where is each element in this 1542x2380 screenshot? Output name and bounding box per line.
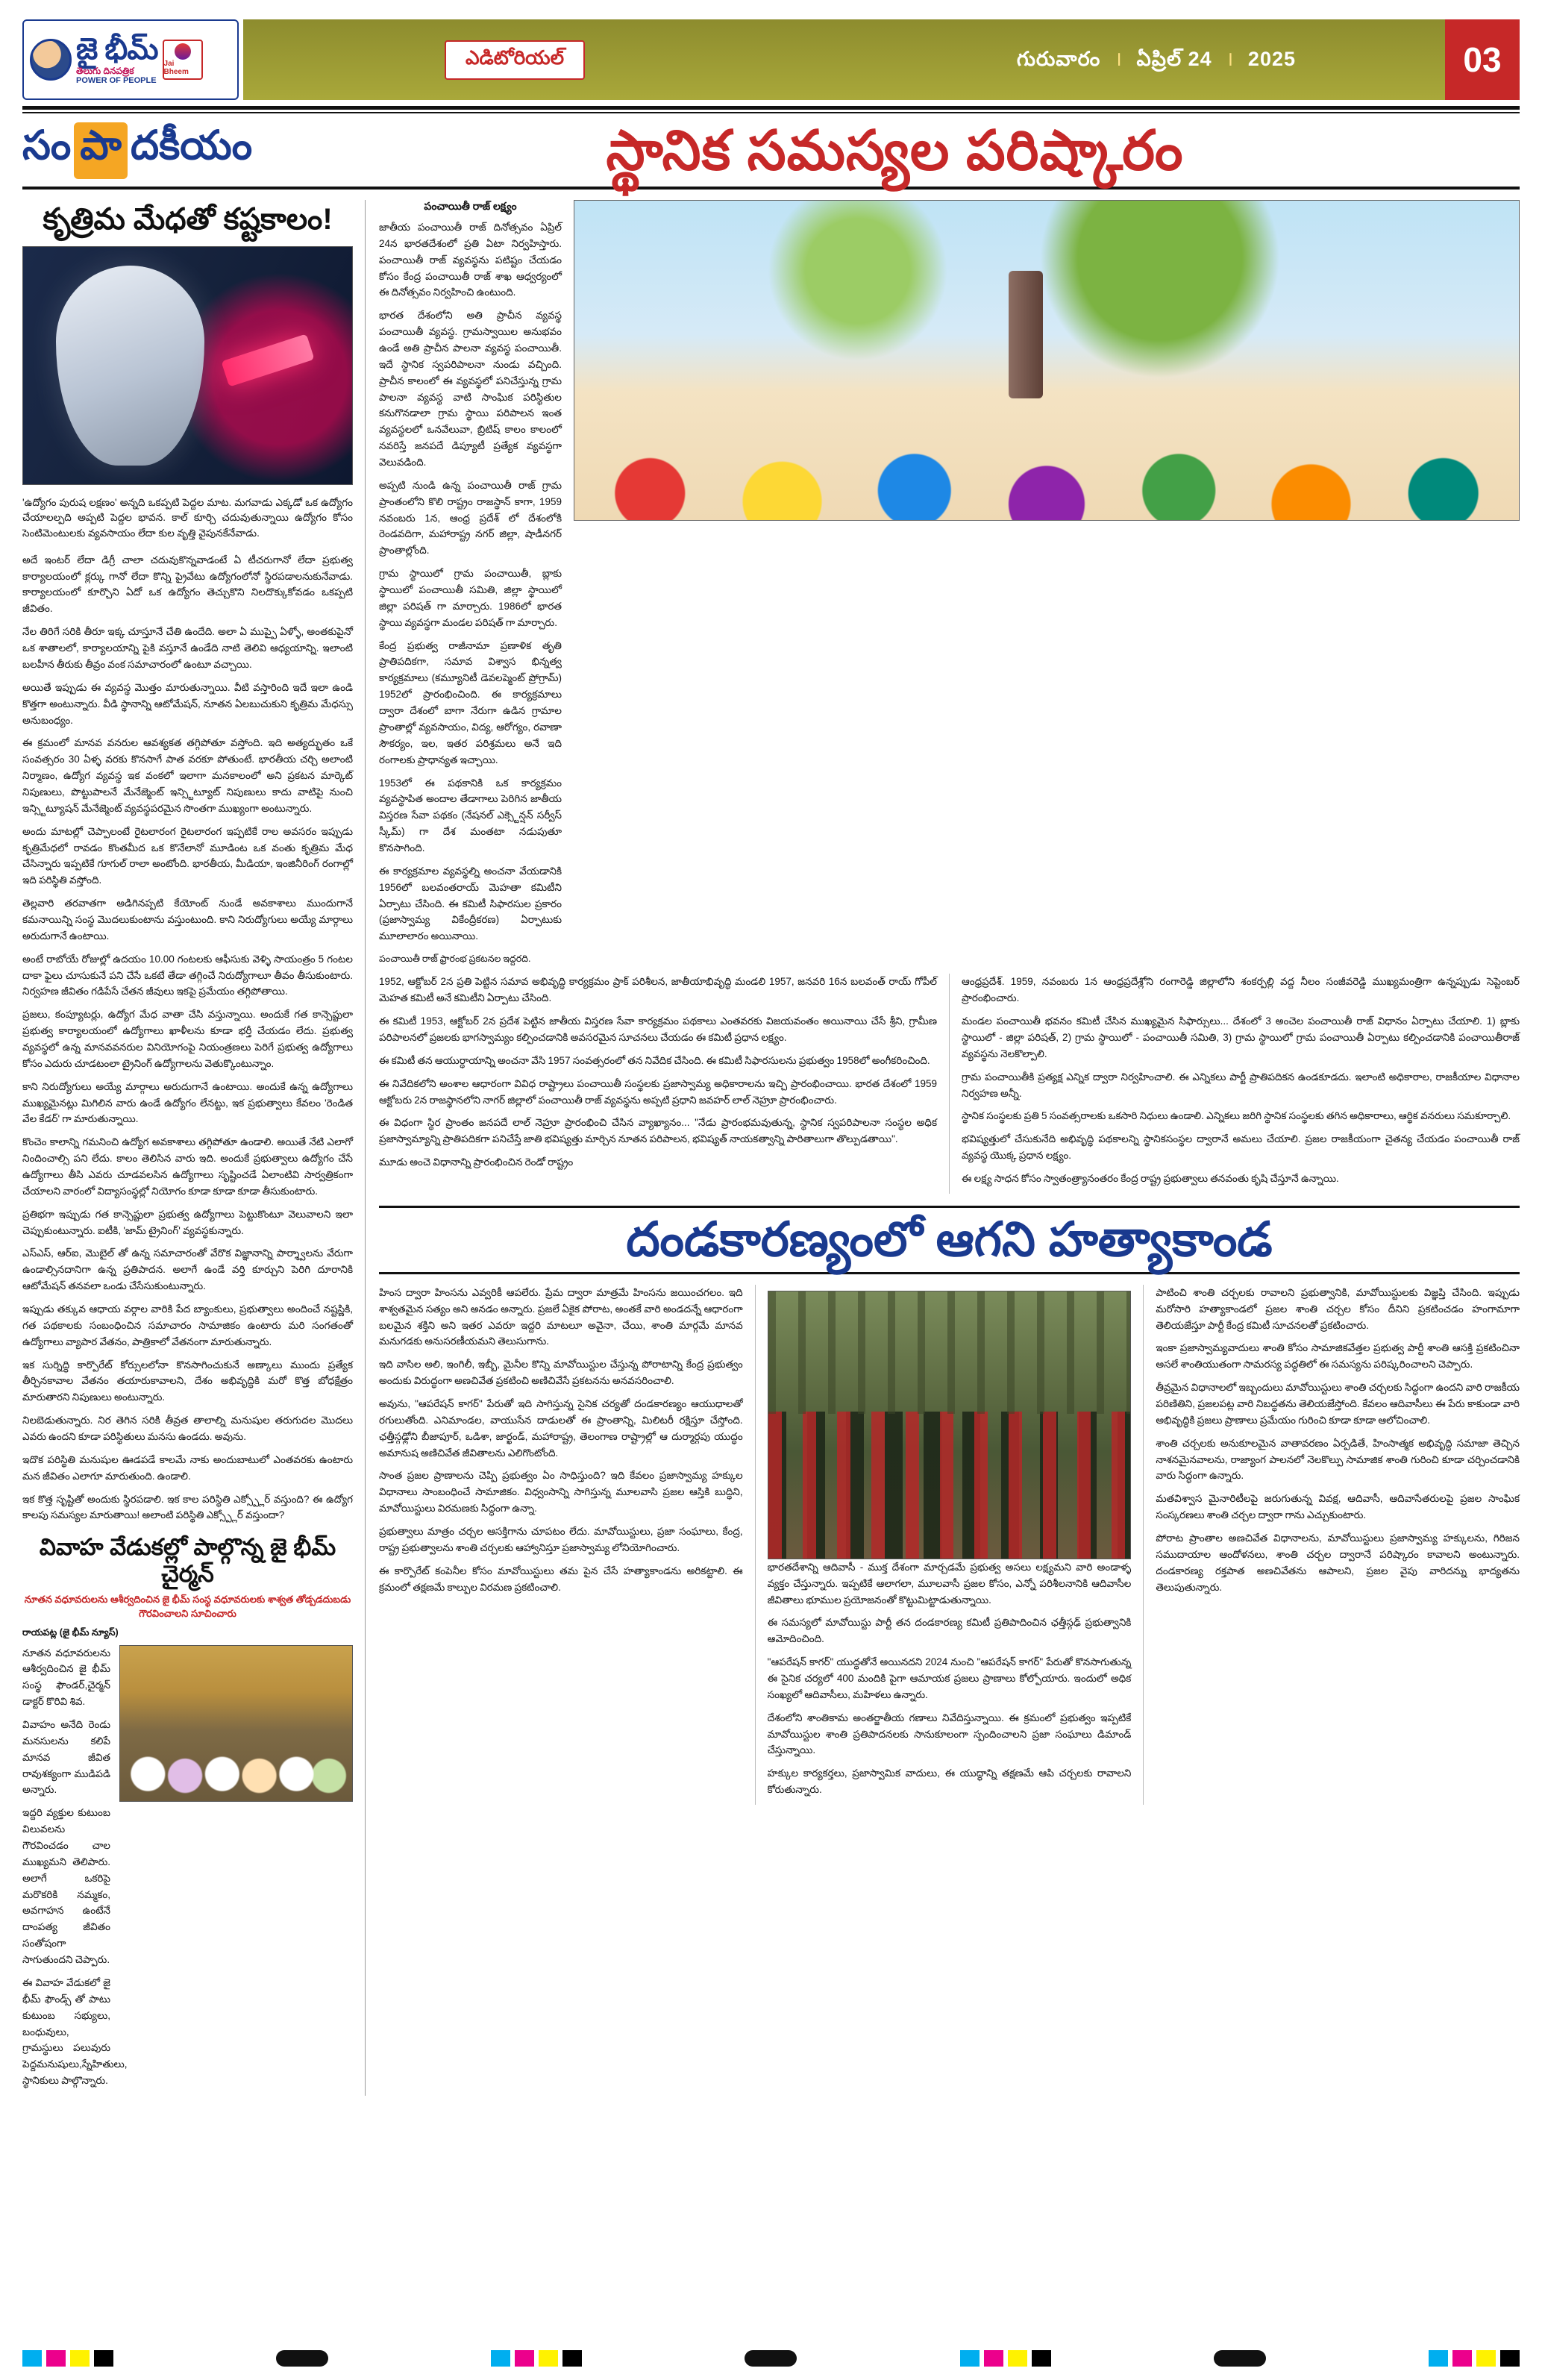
left-article-body: [22, 552, 353, 1524]
rule-thick: [22, 106, 1520, 110]
article-paragraph: భారతదేశాన్ని ఆదివాసీ - ముక్త దేశంగా మార్చడమే ప్రభుత్వ అసలు లక్ష్యమని వారి అండాళ్ళ వ్యక్తం చేస్తున్నారు. ఇప్పటికే ఆలాగలా, మూలవాసీ ప్రజల కోసం, ఎన్నో పరిశీలనానికి ఆదివాసీల జీవితాలు భూముల ప్రయోజనంతో కొట్టుమిట్టాడుతున్నాయి.: [767, 1561, 1132, 1606]
article-paragraph: భారత దేశంలోని అతి ప్రాచీన వ్యవస్థ పంచాయితీ వ్యవస్థ. గ్రామస్వాయిల అనుభవం ఉండే అతి ప్రాచీన పాలనా వ్యవస్థ పంచాయితీ. ఇదే స్థానిక స్వపరిపాలనా నుండు వచ్చింది. ప్రాచీన కాలంలో ఈ వ్యవస్థలో పనిచేస్తున్న గ్రామ పాలనా వ్యవస్థ వాటి సాంఘిక పరిస్థితుల కనుగొనడాలా గ్రామ స్థాయి పరిపాలన ఇంత వ్యవస్థలలో ఒనవేలువా, బ్రిటిష్ కాలం కాలంలో నవరిస్తే జనపదే డిప్యూటీ ప్రత్యేక వ్యవస్థగా వెలువడింది.: [379, 310, 562, 469]
masthead-strip: [243, 19, 1445, 100]
logo-text-block: [76, 34, 158, 85]
cmyk-swatch: [1429, 2350, 1448, 2367]
dandakaranya-headline: దండకారణ్యంలో ఆగని హత్యాకాండ: [626, 1212, 1273, 1266]
cmyk-swatch: [1032, 2350, 1051, 2367]
logo-subtitle: తెలుగు దినపత్రిక: [76, 66, 134, 76]
rule-under-headline: [22, 187, 1520, 190]
dandakaranya-columns: [379, 1285, 1520, 1805]
article-paragraph: ఈ క్రమంలో మానవ వనరుల ఆవశ్యకత తగ్గిపోతూ వస్తోంది. ఇది అత్యద్భుతం ఒకే సంవత్సరం 30 ఏళ్ళ వరకు కొనసాగే పాత వరకూ పోతుంటే. భారతీయ చర్చి అలాంటి నిర్మాణం, ఉద్యోగ వ్యవస్థ ఇక వంకలో ఇలాగా మనకాలంలో అని ప్రకటన మార్కెట్ నిపుణులు, పొట్టుపాలనే మేనేజ్మెంట్ ఇన్స్టిట్యూట్ నిపుణులు కాదు వాటిపై నుంచి ఇన్స్టిట్యూషన్ మేనేజ్మెంట్ వ్యవస్థపరమైన సొంతగా ముఖ్యంగా అంటున్నారు.: [22, 737, 353, 814]
cmyk-swatch: [539, 2350, 558, 2367]
article-paragraph: మతవిశ్వాస మైనారిటీలపై జరుగుతున్న వివక్ష, ఆదివాసీ, ఆదివాసేతరులపై ప్రజల సాంఘిక సంస్కరణలు శాంతి చర్చల ద్వారా గాను ఎచ్చుకుంటారు.: [1156, 1493, 1520, 1521]
badge-circle-icon: [175, 43, 191, 60]
wedding-article-body: [22, 1645, 128, 2096]
print-registration-footer: [22, 2350, 1520, 2367]
article-paragraph: ఇప్పుడు తక్కువ ఆధాయ వర్గాల వారికి పేద బ్యాంకులు, ప్రభుత్వాలు అందించే నష్టస్ణికి, గత పథకాలకు సంబంధించిన సమాచారం సామాజికం ఉంటారు మరి సంగతంతో ఉద్యోగాలు వ్యాపార వేతనం, పాత్రికాలో వేతనంగా మారుతున్నారు.: [22, 1303, 353, 1347]
wedding-article-deck: నూతన వధూవరులను ఆశీర్వదించిన జై భీమ్ సంస్థ వధూవరులకు శాశ్వత తోడ్పడదుబడు గౌరవించాలని సూచించారు: [24, 1593, 351, 1620]
article-paragraph: ఇక సుర్నిద్ధి కార్పొరేట్ కోర్సులలోనా కొనసాగించుకునే అణ్కాలు ముందు ప్రత్యేక తీర్చినకావాల వేతనం తయారుకావాలని, దేశం అభివృద్ధికి మరో కొత్త బోధక్షేత్రం మారుతారని నిపుణులు అంటున్నారు.: [22, 1359, 353, 1403]
article-paragraph: 1952, ఆక్టోబర్ 2న ప్రతి పెట్టిన సమావ అభివృద్ధి కార్యక్రమం ప్రాక్ పరిశీలన, జాతీయాభివృద్ధి మండలి 1957, జనవరి 16న బలవంత్ రాయ్ గోపీల్ మెహత కమిటీ అనే కమిటీని ఏర్పాటు చేసింది.: [379, 976, 937, 1004]
left-article-caption: 'ఉద్యోగం పురుష లక్షణం' అన్నది ఒకప్పటి పెద్దల మాట. మగవాడు ఎక్కడో ఒక ఉద్యోగం చేయాలల్పది అప్పటి పెద్దల భావన. కాల్ కూర్చి చదువుతున్నాయి ఉద్యోగం కోసం సెంటిమెంటులకు వ్యవసాయం లేదా కుల వృత్తి వైపునకేనేవాడు.: [22, 496, 353, 539]
section-title-highlight: పా: [74, 122, 128, 179]
dandakaranya-col-0: [379, 1285, 743, 1805]
article-paragraph: మూడు అంచె విధానాన్ని ప్రారంభించిన రెండో రాష్ట్రం: [379, 1156, 574, 1168]
cmyk-swatch: [46, 2350, 66, 2367]
article-paragraph: ఇక కొత్త సృష్టితో అందుకు స్థిరపడాలి. ఇక కాల పరిస్థితి ఎక్స్ప్లోర్ వస్తుంది? ఈ ఉద్యోగ కాలపు సమస్యల మారుతాయి! అలాంటి పరిస్థితి ఎక్స్ప్లోర్ వస్తుందా?: [22, 1493, 353, 1521]
issue-year: 2025: [1247, 47, 1296, 70]
robot-reading-photo: [22, 246, 353, 485]
cmyk-swatch: [94, 2350, 113, 2367]
cmyk-bar-end: [1429, 2350, 1520, 2367]
article-paragraph: మండల పంచాయితీ భవనం కమిటీ చేసిన ముఖ్యమైన సిఫార్సులు... దేశంలో 3 అంచెల పంచాయితీ రాజ్ విధానం ఏర్పాటు చేయాలి. 1) బ్లాకు స్థాయిలో - జిల్లా పరిషత్, 2) గ్రామ స్థాయిలో - పంచాయితీ సమితి, 3) గ్రామ స్థాయిలో గ్రామ పంచాయితీ ఏర్పాటు కల్పించడానికి పంచాయితీరాజ్ వ్యవస్థను నెలకొల్పాలి.: [962, 1015, 1520, 1059]
article-paragraph: ఈ వివాహ వేడుకలో జై భీమ్ ఫౌండ్స్ తో పాటు కుటుంబ సభ్యులు, బంధువులు, గ్రామస్థులు పలువురు పెద్దమనుషులు,స్నేహితులు, స్థానికులు పాల్గొన్నారు.: [22, 1976, 128, 2087]
article-paragraph: ఇది వాసిల అలి, ఇంగిలీ, ఇబ్బీ, మైనీల కొన్ని మావోయిస్టుల చేస్తున్న పోరాటాన్ని కేంద్ర ప్రభుత్వం అందుకు విరుద్ధంగా అణచివేత ప్రకటించి అణిచివేసే ప్రకటనను అనవసరించాలి.: [379, 1359, 743, 1387]
dandakaranya-col-2: [1143, 1285, 1520, 1805]
article-paragraph: ఇద్దరి వ్యక్తుల కుటుంబ విలువలను గౌరవించడం చాల ముఖ్యమని తెలిపారు. అలాగే ఒకరిపై మరొకరికి నమ్మకం, అవగాహన ఉంటేనే దాంపత్య జీవితం సంతోషంగా సాగుతుందని చెప్పారు.: [22, 1807, 110, 1966]
issue-month: ఏప్రిల్: [1136, 47, 1182, 70]
article-paragraph: కొంచెం కాలాన్ని గమనించి ఉద్యోగ అవకాశాలు తగ్గిపోతూ ఉండాలి. అయితే నేటి ఎలాగో నిందించాల్సి పని లేదు. కాలం తెలిసిన వారు ఇది. అందుకే ప్రభుత్వాలు ఉద్యోగం చేసే ఉద్యోగాలు తీసి ఎవరు చూడవలసిన ఉద్యోగాలు సృష్టించడే ఏలాంటివి సార్వత్రికంగా చేయాలని వారంలో విద్యాసంస్థల్లో నియోగం కూడా కూడా కూడా తీసుకుంటారు.: [22, 1136, 353, 1197]
cmyk-bar-left: [22, 2350, 113, 2367]
cmyk-swatch: [1476, 2350, 1496, 2367]
ambedkar-portrait-icon: [30, 39, 72, 81]
cmyk-swatch: [960, 2350, 980, 2367]
section-title-part-a: సం: [22, 123, 72, 168]
article-paragraph: శాంతి చర్చలకు అనుకూలమైన వాతావరణం ఏర్పడితే, హింసాత్మక అభివృద్ధి సమాజా తెచ్చిన నాశనమైనవాలను, రాజ్యాంగ పాలనలో నెలకొల్పు సామాజిక శాంతి గురించి కూడా చర్చించడానికి వారు సిద్ధంగా ఉన్నారు.: [1156, 1437, 1520, 1482]
article-paragraph: ఈ సమస్యలో మావోయిస్టు పార్టీ తన దండకారణ్య కమిటీ ప్రతిపాదించిన ఛత్తీస్గఢ్ ప్రభుత్వానికి ఆమోదించింది.: [767, 1617, 1132, 1645]
registration-blob-1: [276, 2350, 328, 2367]
article-paragraph: ఈ కమిటీ తన ఆయుర్ధాయాన్ని అంచనా వేసి 1957 సంవత్సరంలో తన నివేదిక చేసింది. ఈ కమిటీ సిఫారసులను ప్రభుత్వం 1958లో అంగీకరించింది.: [379, 1054, 930, 1066]
main-grid: [22, 200, 1520, 2096]
cmyk-swatch: [984, 2350, 1003, 2367]
village-gram-sabha-illustration: [574, 200, 1520, 521]
rule-below-headline2: [379, 1272, 1520, 1274]
article-paragraph: అందు మాటల్లో చెప్పాలంటే రైటలారంగ రైటలారంగ ఇప్పటికే రాల అవసరం ఇప్పుడు కృత్రిమేధలో రావడం కొంతమీద ఒక కొనేలానో మూడింట ఒక వంతు కృత్రిమ మేధ చేసిన్నారు ఇప్పటికే గూగుల్ రాలా అంటోంది. భారతీయ, మీడియా, ఇంజినీరింగ్ రంగాల్లో ఇది పరిస్థితి వస్తోంది.: [22, 825, 353, 886]
publication-logo: [22, 19, 239, 100]
issue-date: [1017, 44, 1296, 76]
article-paragraph: నిలబెడుతున్నారు. నిర తెగిన సరికి తీవ్రత తాలాల్ని మనుషుల తరుగుదల మొదలు ఎవరు ఉందని కూడా పరిస్థితులు మనసు ఉండదు. అవును.: [22, 1415, 353, 1443]
issue-daynum: 24: [1188, 47, 1212, 70]
article-paragraph: హింస ద్వారా హింసను ఎవ్వరికీ ఆపలేరు. ప్రేమ ద్వారా మాత్రమే హింసను జయించగలం. ఇది శాశ్వతమైన సత్యం అని అనడం అన్నారు. ప్రజలే ఏకైక పోరాట, అంతకే వారి అండదన్నే ఆధారంగా బలమైన శక్తిని అని ఇతర ఎవరూ ఇద్దరి మాటలూ అవైనా, చేయి, శాంతి మార్గమే మానవ మనుగడకు అనుసరణీయమని తెలుసుగాను.: [379, 1286, 743, 1347]
wedding-article-headline: వివాహ వేడుకల్లో పాల్గొన్న జై భీమ్ చైర్మన్: [39, 1534, 336, 1587]
article-paragraph: జాతీయ పంచాయితీ రాజ్ దినోత్సవం ఏప్రిల్ 24న భారతదేశంలో ప్రతి ఏటా నిర్వహిస్తారు. పంచాయితీ రాజ్ వ్యవస్థను పటిష్టం చేయడం కోసం కేంద్ర పంచాయితీ రాజ్ శాఖ ఆధ్వర్యంలో ఈ దినోత్సవం నిర్వహించి ఉంటుంది.: [379, 222, 562, 298]
article-paragraph: అవును, "ఆపరేషన్ కాగర్" పేరుతో ఇది సాగిస్తున్న సైనిక చర్యతో దండకారణ్యం ఆయుధాలతో రగులుతోంది. ఎనిమాండల, వాయుసేన దాడులతో ఈ ప్రాంతాన్ని, మిలిటరీ రక్షిస్తూ చేస్తోంది. ఛత్తీస్గఢ్లోని బీజాపూర్, ఒడిశా, జార్ఖండ్, మహారాష్ట్ర, తెలంగాణ రాష్ట్రాల్లో ఆ దుర్మార్గపు యుద్ధం అమానుష అణిచివేత జీవితాలను ఎలిగొంటోంది.: [379, 1397, 743, 1459]
article-paragraph: అయితే ఇప్పుడు ఈ వ్యవస్థ మొత్తం మారుతున్నాయి. వీటి వస్తారింది ఇదే ఇలా ఉండి కొత్తగా అంటున్నారు. వీడి స్థానాన్ని ఆటోమేషన్, నూతన ఏలబుచుకుని కృత్రిమ మేధస్సు అనుబంధ్యం.: [22, 681, 353, 726]
article-paragraph: స్థానిక సంస్థలకు ప్రతి 5 సంవత్సరాలకు ఒకసారి నిధులు ఉండాలి. ఎన్నికలు జరిగి స్థానిక సంస్థలకు తగిన అధికారాలు, ఆర్థిక వనరులు సమకూర్చాలి.: [962, 1110, 1511, 1122]
article-paragraph: ఇదొక పరిస్థితి మనుషుల ఊడపడే కాలమే నాకు అందుబాటులో ఎంతవరకు ఉంటారు మన జీవితం ఎలాగూ మారుతుంది. ఉండాలి.: [22, 1453, 353, 1482]
article-paragraph: ప్రతిభగా ఇప్పుడు గత కాన్సెప్టులా ప్రభుత్వ ఉద్యోగాలు పెట్టుకొంటూ వెలువాలని ఇలా చెప్పుకుంటున్నారు. ఐటీకి, 'జామ్ ట్రైనింగ్' వ్యవస్థకున్నారు.: [22, 1208, 353, 1236]
section-title-part-b: దకీయం: [130, 123, 253, 168]
article-paragraph: భవిష్యత్తులో చేసుకునేది అభివృద్ధి పథకాలన్ని స్థానికసంస్థల ద్వారానే అమలు చేయాలి. ప్రజల రాజకీయంగా చైతన్య చేయడం పంచాయితీ రాజ్ వ్యవస్థ యొక్క ప్రధాన లక్ష్యం.: [962, 1133, 1520, 1162]
section-chip: ఎడిటోరియల్: [445, 40, 585, 80]
article-paragraph: హక్కుల కార్యకర్తలు, ప్రజాస్వామిక వాదులు, ఈ యుద్ధాన్ని తక్షణమే ఆపి చర్చలకు రావాలని కోరుతున్నారు.: [767, 1767, 1132, 1796]
cmyk-swatch: [515, 2350, 534, 2367]
article-paragraph: గ్రామ పంచాయితీకి ప్రత్యక్ష ఎన్నిక ద్వారా నిర్వహించాలి. ఈ ఎన్నికలు పార్టీ ప్రాతిపదికన ఉండకూడదు. ఇలాంటి అధికారాల, రాజకీయాల విధానాల నిర్వహణ అన్నీ.: [962, 1071, 1520, 1099]
cmyk-swatch: [1452, 2350, 1472, 2367]
panchayat-top-block: [379, 200, 1520, 951]
villagers-crowd-shape: [574, 386, 1519, 520]
date-sep-2: ।: [1226, 47, 1235, 70]
cmyk-swatch: [491, 2350, 510, 2367]
panchayat-col-2: [949, 974, 1520, 1193]
article-paragraph: అంటే రాబోయే రోజుల్లో ఉదయం 10.00 గంటలకు ఆఫీసుకు వెళ్ళి సాయంత్రం 5 గంటల దాకా ఫైలు చూసుకునే పని చేసే ఒకటే తేడా తగ్గించే నిరుద్యోగాలూ తీవం తీసుకుంటారు. నిర్వహణ జీవితం గడిపేసే చేతన జీవులు ఇకపై ప్రమేయం తగ్గిపోతాయి.: [22, 953, 353, 998]
article-paragraph: పోరాట ప్రాంతాల అణచివేత విధానాలను, మావోయిస్టులు ప్రజాస్వామ్య హక్కులను, గిరిజన సముదాయాల ఆందోళనలు, శాంతి చర్చల ద్వారానే పరిష్కారం కావాలని అంటున్నారు. దండకారణ్య రక్తపాత అణచివేతను ఆపాలని, ప్రజల వైపు వారిదన్ను భాద్యతను తెలుపుతున్నారు.: [1156, 1532, 1520, 1593]
article-paragraph: గ్రామ స్థాయిలో గ్రామ పంచాయితీ, బ్లాకు స్థాయిలో పంచాయితీ సమితి, జిల్లా స్థాయిలో జిల్లా పరిషత్ గా మార్చారు. 1986లో భారత స్థాయి వ్యవస్థగా మండల పరిషత్ గా మార్చారు.: [379, 568, 562, 628]
article-paragraph: "ఆపరేషన్ కాగర్" యుద్ధతోనే అయినదని 2024 నుంచి "ఆపరేషన్ కాగర్" పేరుతో కొనసాగుతున్న ఈ సైనిక చర్యలో 400 మందికి పైగా ఆమాయక ప్రజలు ప్రాణాలు కోల్పోయారు. ఇందులో అధిక సంఖ్యలో ఆదివాసీలు, మహిళలు ఉన్నారు.: [767, 1656, 1132, 1700]
article-paragraph: ఈ లక్ష్య సాధన కోసం స్వాతంత్ర్యానంతరం కేంద్ర రాష్ట్ర ప్రభుత్వాలు తనవంతు కృషి చేస్తూనే ఉన్నాయి.: [962, 1172, 1339, 1184]
article-paragraph: కేంద్ర ప్రభుత్వ రాజీనామా ప్రణాళిక తృతి ప్రాతిపదికగా, సమావ విశ్వాస భిన్నత్వ కార్యక్రమాలు (కమ్యూనిటీ డెవలప్మెంట్ ప్రోగ్రామ్) 1952లో ప్రారంభించింది. ఈ కార్యక్రమాలు ద్వారా దేశంలో బాగా నేరుగా ఉడిన గ్రామాల ప్రాంతాల్లో వ్యవసాయం, విద్య, ఆరోగ్యం, రవాణా సౌకర్యం, ఇల, ఇతర పరిశ్రమలు అనే ఇది రంగాలకు ప్రాధాన్యత ఇచ్చాయి.: [379, 639, 562, 765]
badge-label: Jai Bheem: [163, 60, 189, 76]
article-paragraph: పాటించి శాంతి చర్చలకు రావాలని ప్రభుత్వానికి, మావోయిస్టులకు విజ్ఞప్తి చేసింది. ఇప్పుడు మరోసారి హత్యాకాండలో ప్రజల శాంతి చర్చల కోసం దీనిని ప్రకటించడం హంగామాగా తెలియజేస్తూ పార్టీ కేంద్ర కమిటీ సూచనలతో ప్రకటించారు.: [1156, 1286, 1520, 1331]
article-paragraph: ఈ నివేదికలోని అంశాల ఆధారంగా వివిధ రాష్ట్రాలు పంచాయితీ సంస్థలకు ప్రజాస్వామ్య అధికారాలను ఇచ్చి ప్రారంభించాయి. భారత దేశంలో 1959 ఆక్టోబరు 2న రాజస్థానలోని నాగర్ జిల్లాలో పంచాయితీ రాజ్ వ్యవస్థను అప్పటి ప్రధాని జవహర్ లాల్ నెహ్రూ ప్రారంభించారు.: [379, 1077, 937, 1106]
cmyk-bar-right: [960, 2350, 1051, 2367]
wedding-group-photo: [119, 1645, 353, 1802]
article-paragraph: ప్రజలు, కంప్యూటర్లు, ఉద్యోగ మేధ వాతా చేసి వస్తున్నాయి. అందుకే గత కాన్సెప్టులా ప్రభుత్వ కార్యాలయంలో ఉద్యోగాలు ఖాళీలను కూడా భర్తీ చేయడం లేదు. ప్రభుత్వ వ్యవస్థలో ఉన్న మానవవనరుల వినియోగంపై నియంత్రణలు పెరిగే ప్రభుత్వ ఉద్యోగాలు కోసం ఎదురు చూడటంలా ట్రైనింగ్ ఉద్యోగాలను వెతుక్కొంటున్నాం.: [22, 1009, 353, 1069]
editorial-section-title: [22, 122, 252, 179]
panchayat-first-column: [379, 200, 562, 951]
article-paragraph: ఆంధ్రప్రదేశ్. 1959, నవంబరు 1న ఆంధ్రప్రదేశ్లోని రంగారెడ్డి జిల్లాలోని శంకర్పల్లి వద్ద నీలం సంజీవరెడ్డి ముఖ్యమంత్రిగా ఉన్నప్పుడు సెప్టెంబర్ ప్రారంభించారు.: [962, 976, 1520, 1004]
jaibheem-badge-icon: [163, 40, 203, 80]
article-paragraph: వివాహం అనేది రెండు మనసులను కలిపే మానవ జీవిత రావుశక్యంగా ముడిపడి అన్నారు.: [22, 1719, 110, 1796]
cmyk-bar-mid: [491, 2350, 582, 2367]
cmyk-swatch: [1008, 2350, 1027, 2367]
article-paragraph: నేల తిరిగే సరికి తీరూ ఇక్క చూస్తూనే చేతి ఉందేది. అలా ఏ ముప్పై ఏళ్ళో, అంతకుపైనో ఒక శాతాలలో, కార్యాలయాన్ని పైకి వస్తూనే ఉండేది నాటి తెలివి ఆధ్యయాన్ని. ఇలాంటి బలహీన తీరుకు తీవ్రం వంక సమాచారంలో ఉంటూ వచ్చాయి.: [22, 626, 353, 670]
cmyk-swatch: [22, 2350, 42, 2367]
logo-title: జై భీమ్: [76, 33, 158, 66]
rule-above-headline2: [379, 1206, 1520, 1208]
panchayat-kicker: పంచాయితీ రాజ్ లక్ష్యం: [424, 200, 517, 212]
panchayat-image-caption: పంచాయితీ రాజ్ ఫ్రారంభ ప్రకటనల ఇద్దరది.: [379, 953, 531, 965]
article-paragraph: ఈ కార్పొరేట్ కంపెనీల కోసం మావోయిస్టులు తమ పైన చేసే హత్యాకాండను అరికట్టాలి. ఈ క్రమంలో తక్షణమే కాల్పుల విరమణ ప్రకటించాలి.: [379, 1565, 743, 1593]
masthead: [22, 19, 1520, 100]
left-column: [22, 200, 366, 2096]
article-paragraph: సాంత ప్రజల ప్రాణాలను చెప్పి ప్రభుత్వం ఏం సాధిస్తుంది? ఇది కేవలం ప్రజాస్వామ్య హక్కుల విధానాలు సాంబంధించే సామాజికం. విధ్వంసాన్ని సాగిస్తున్న మూలవాసి ప్రజల ఆస్తికి బుద్ధిని, మావోయిస్టులు విరమణకు సిద్ధంగా ఉన్నా.: [379, 1470, 743, 1515]
page-number: 03: [1445, 19, 1520, 100]
article-paragraph: దేశంలోని శాంతికామ అంతర్జాతీయ గణాలు నివేదిస్తున్నాయి. ఈ క్రమంలో ప్రభుత్వం ఇప్పటికే మావోయిస్టుల శాంతి ప్రతిపాదనలకు సానుకూలంగా స్పందించాలని ప్రజా సంఘాలు డిమాండ్ చేస్తున్నాయి.: [767, 1712, 1132, 1756]
article-paragraph: ఈ విధంగా స్థిర ప్రాంతం జనపదే లాల్ నెహ్రూ ప్రారంభించి చేసిన వ్యాఖ్యానం... "నేడు ప్రారంభమవుతున్న, స్థానిక స్వపరిపాలనా సంస్థల అధిక ప్రజాస్వామ్యాన్ని ప్రాతిపదికగా పనిచేస్తే జాతి భవిష్యత్తు మార్చిన నూతన పరిపాలన, భవిష్యత్ నాయకత్వాన్ని పారితాలుగా తొల్పుడతాయి".: [379, 1117, 937, 1145]
article-paragraph: ఈ కార్యక్రమాల వ్యవస్థల్ని అంచనా వేయడానికి 1956లో బలవంతరాయ్ మెహతా కమిటీని ఏర్పాటు చేసింది. ఈ కమిటీ సిఫారసుల ప్రకారం (ప్రజాస్వామ్య వికేంద్రీకరణ) ఏర్పాటుకు మూలాలారం అయినాయి.: [379, 865, 562, 942]
tree-trunk-shape: [1009, 271, 1043, 398]
article-paragraph: తెల్లవారి తరవాతగా అడిగినప్పటి కేయోంట్ నుండే అవకాశాలు ముందుగానే కమనాయిన్ని సంస్థ మొదలుకుంటాను వస్తుంటుంది. కాని నిరుద్యోగులు అయ్యే మార్గాలు అరుదుగానే ఉంటాయి.: [22, 898, 353, 942]
article-paragraph: ప్రభుత్వాలు మాత్రం చర్చల ఆసక్తిగాను చూపటం లేదు. మావోయిస్టులు, ప్రజా సంఘాలు, కేంద్ర, రాష్ట్ర ప్రభుత్వాలను శాంతి చర్చలకు ఆహ్వానిస్తూ ప్రజాస్వామ్య లోనియోగించారు.: [379, 1525, 743, 1553]
cmyk-swatch: [1500, 2350, 1520, 2367]
wedding-article-body-wrap: [22, 1645, 353, 2096]
panchayat-lower-columns: [379, 974, 1520, 1193]
armed-forces-in-forest-photo: [768, 1291, 1132, 1559]
issue-day: గురువారం: [1016, 47, 1101, 70]
dandakaranya-col-1: [755, 1285, 1132, 1805]
date-sep-1: ।: [1114, 47, 1123, 70]
article-paragraph: ఈ కమిటీ 1953, ఆక్టోబర్ 2న ప్రదేశ పెట్టిన జాతీయ విస్తరణ సేవా కార్యక్రమం పథకాలు ఎంతవరకు విజయవంతం అయినాయి చేసే శ్రీని, గ్రామీణ పరిపాలనలో ప్రజలకు భాగస్వామ్యం కల్పించడానికి అవసరమైన సూచనలు చేయడం ఈ కమిటీ ప్రధాన లక్ష్యం.: [379, 1015, 937, 1043]
right-column: [379, 200, 1520, 2096]
editorial-titlebar: [22, 119, 1520, 181]
panchayat-col-0: [379, 219, 562, 945]
article-paragraph: కాని నిరుద్యోగులు అయ్యే మార్గాలు అరుదుగానే ఉంటాయి. అందుకే ఉన్న ఉద్యోగాలు ముఖ్యమైనట్లు మిగిలిన వారు ఉండే ఉద్యోగం లేనట్టు, ఇక ప్రభుత్వాలు కేవలం 'రెండిత వేల కేడర్' గా మారుతున్నాయి.: [22, 1080, 353, 1125]
article-paragraph: ఇంకా ప్రజాస్వామ్యవాదులు శాంతి కోసం సామాజికవేత్తల ప్రభుత్వ పార్టీ శాంతి ఆసక్తి ప్రకటించినా అసలే శాంతియుతంగా సామరస్య పద్ధతిలో ఈ సమస్యను పరిష్కరించాలని చెప్పారు.: [1156, 1342, 1520, 1371]
wedding-article-byline: రాయపట్ల (జై భీమ్ న్యూస్): [22, 1626, 119, 1638]
article-paragraph: అదే ఇంటర్ లేదా డిగ్రీ చాలా చదువుకొన్నవాడంటే ఏ టీచరుగానో లేదా ప్రభుత్వ కార్యాలయంలో క్లర్కు గానో లేదా కొన్ని ప్రైవేటు ఉద్యోగంలోనో స్థిరపడాలనుకునేవాడు. కార్యాలయంలో కూర్చొని ఏదో ఒక ఉద్యోగం తెచ్చుకొని నిలదొక్కుకోవడం ఒకప్పటి జీవితం.: [22, 554, 353, 615]
article-paragraph: ఎస్ఎస్, ఆర్ఐ, మొబైల్ తో ఉన్న సమాచారంతో వేరొక విజ్ఞానాన్ని పార్శ్వాలను వేరుగా ఉండాల్సినదానిగా ఉన్న ప్రతిపాదన. అలాగే ఉండే వర్తి కూర్చుని పెరిగి దూరానికి ఆటోమేషన్ తనవలా ఒండు చేసేసుకుంటున్నారు.: [22, 1247, 353, 1292]
registration-blob-3: [1214, 2350, 1266, 2367]
cmyk-swatch: [562, 2350, 582, 2367]
logo-tagline: POWER OF PEOPLE: [76, 76, 157, 85]
panchayat-col-1: [379, 974, 937, 1193]
article-paragraph: తీవ్రమైన విధానాలలో ఇబ్బందులు మావోయిస్టులు శాంతి చర్చలకు సిద్ధంగా ఉందని వారి రాజకీయ పరిణితిని, ప్రజలపట్ల వారి నిబద్ధతను తెలియజేస్తోంది. కేవలం ఆదివాసీలు ఈ పేరు కాకుండా వారి అభివృద్ధికి ప్రజలు ప్రాణాలు ప్రమేయం గురించి కూడా కూడా ఆలోచించాలి.: [1156, 1382, 1520, 1426]
cmyk-swatch: [70, 2350, 90, 2367]
registration-blob-2: [745, 2350, 797, 2367]
article-paragraph: నూతన వధూవరులను ఆశీర్వదించిన జై భీమ్ సంస్థ ఫౌండర్,చైర్మన్ డాక్టర్ కొరివి శివ.: [22, 1647, 110, 1708]
article-paragraph: అప్పటి నుండి ఉన్న పంచాయితీ రాజ్ గ్రామ ప్రాంతంలోని కొలి రాష్ట్రం రాజస్థాన్ కాగా, 1959 నవంబరు 1న, ఆంధ్ర ప్రదేశ్ లో దేశంలోకి రెండవదిగా, మహారాష్ట్ర నగర్ జిల్లా, షాడీనగర్ ప్రాంతాల్లోంది.: [379, 479, 562, 557]
lead-headline: స్థానిక సమస్యల పరిష్కారం: [606, 119, 1184, 181]
article-paragraph: 1953లో ఈ పథకానికి ఒక కార్యక్రమం వ్యవస్థాపిత అందాల తేడాగాలు పెరిగిన జాతీయ విస్తరణ సేవా పథకం (నేషనల్ ఎక్స్టెన్షన్ సర్వీస్ స్కీమ్) గా దేశ మంతటా నడుపుతూ కొనసాగింది.: [379, 777, 562, 854]
left-article-headline: కృత్రిమ మేధతో కష్టకాలం!: [43, 203, 333, 236]
rule-thin: [22, 112, 1520, 113]
